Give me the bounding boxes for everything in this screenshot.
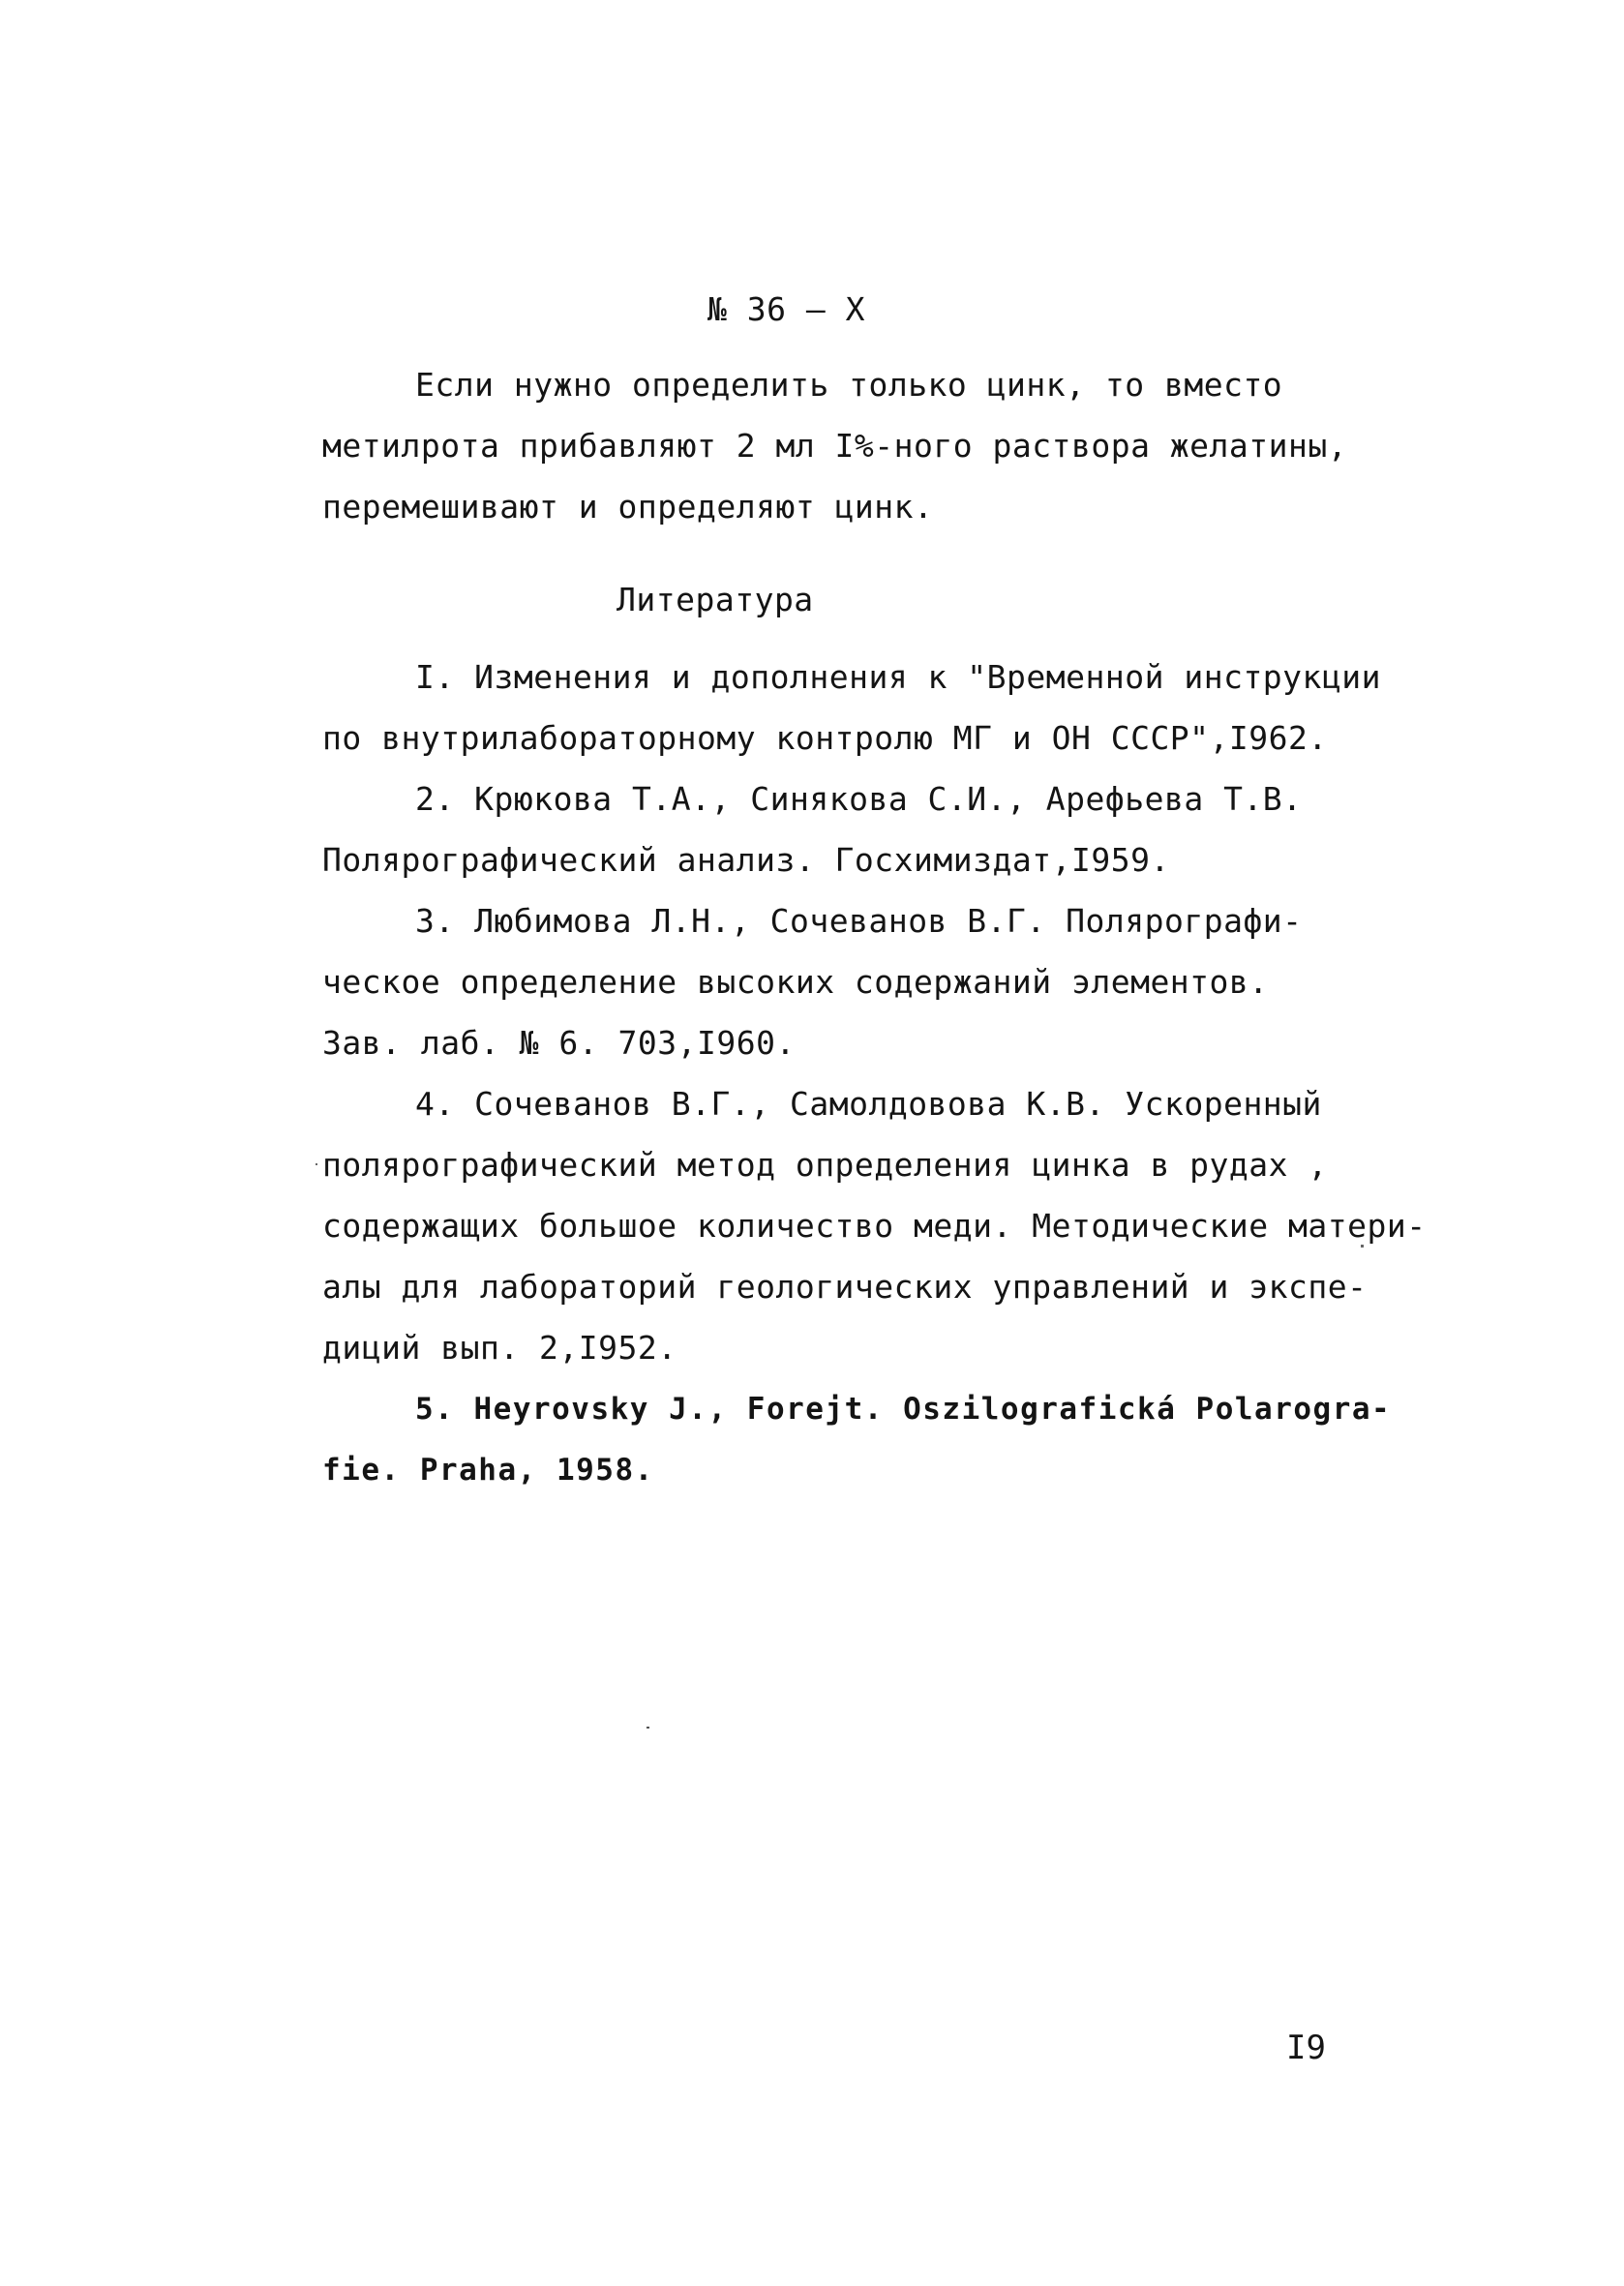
reference-2-line: Полярографический анализ. Госхимиздат,I959. [322,841,1170,879]
paragraph-line: перемешивают и определяют цинк. [322,488,934,526]
reference-3-line: ческое определение высоких содержаний элементов. [322,963,1269,1001]
scan-speck [316,1163,317,1165]
reference-1-line: по внутрилабораторному контролю МГ и ОН СССР",I962. [322,719,1328,757]
document-number-header: № 36 – Х [707,290,865,328]
reference-5-line: fie. Praha, 1958. [322,1453,654,1488]
reference-5-line: 5. Heyrovsky J., Forejt. Oszilografická Polarogra- [415,1392,1392,1427]
reference-4-line: алы для лабораторий геологических управлений и экспе- [322,1268,1368,1306]
reference-3-line: 3. Любимова Л.Н., Сочеванов В.Г. Полярографи- [415,902,1303,940]
reference-1-line: I. Изменения и дополнения к "Временной инструкции [415,658,1382,696]
reference-4-line: диций вып. 2,I952. [322,1329,677,1367]
references-heading: Литература [617,581,814,618]
paragraph-line: Если нужно определить только цинк, то вместо [415,366,1283,404]
reference-3-line: Зав. лаб. № 6. 703,I960. [322,1024,796,1062]
paragraph-line: метилрота прибавляют 2 мл I%-ного раствора желатины, [322,427,1348,465]
reference-4-line: полярографический метод определения цинка в рудах , [322,1146,1328,1184]
reference-4-line: 4. Сочеванов В.Г., Самолдовова К.В. Ускоренный [415,1085,1322,1123]
scan-speck [647,1727,649,1729]
reference-4-line: содержащих большое количество меди. Методические матери- [322,1207,1427,1245]
page-number: I9 [1286,2029,1326,2067]
scan-speck [1361,1245,1364,1248]
reference-2-line: 2. Крюкова Т.А., Синякова С.И., Арефьева Т.В. [415,780,1303,818]
